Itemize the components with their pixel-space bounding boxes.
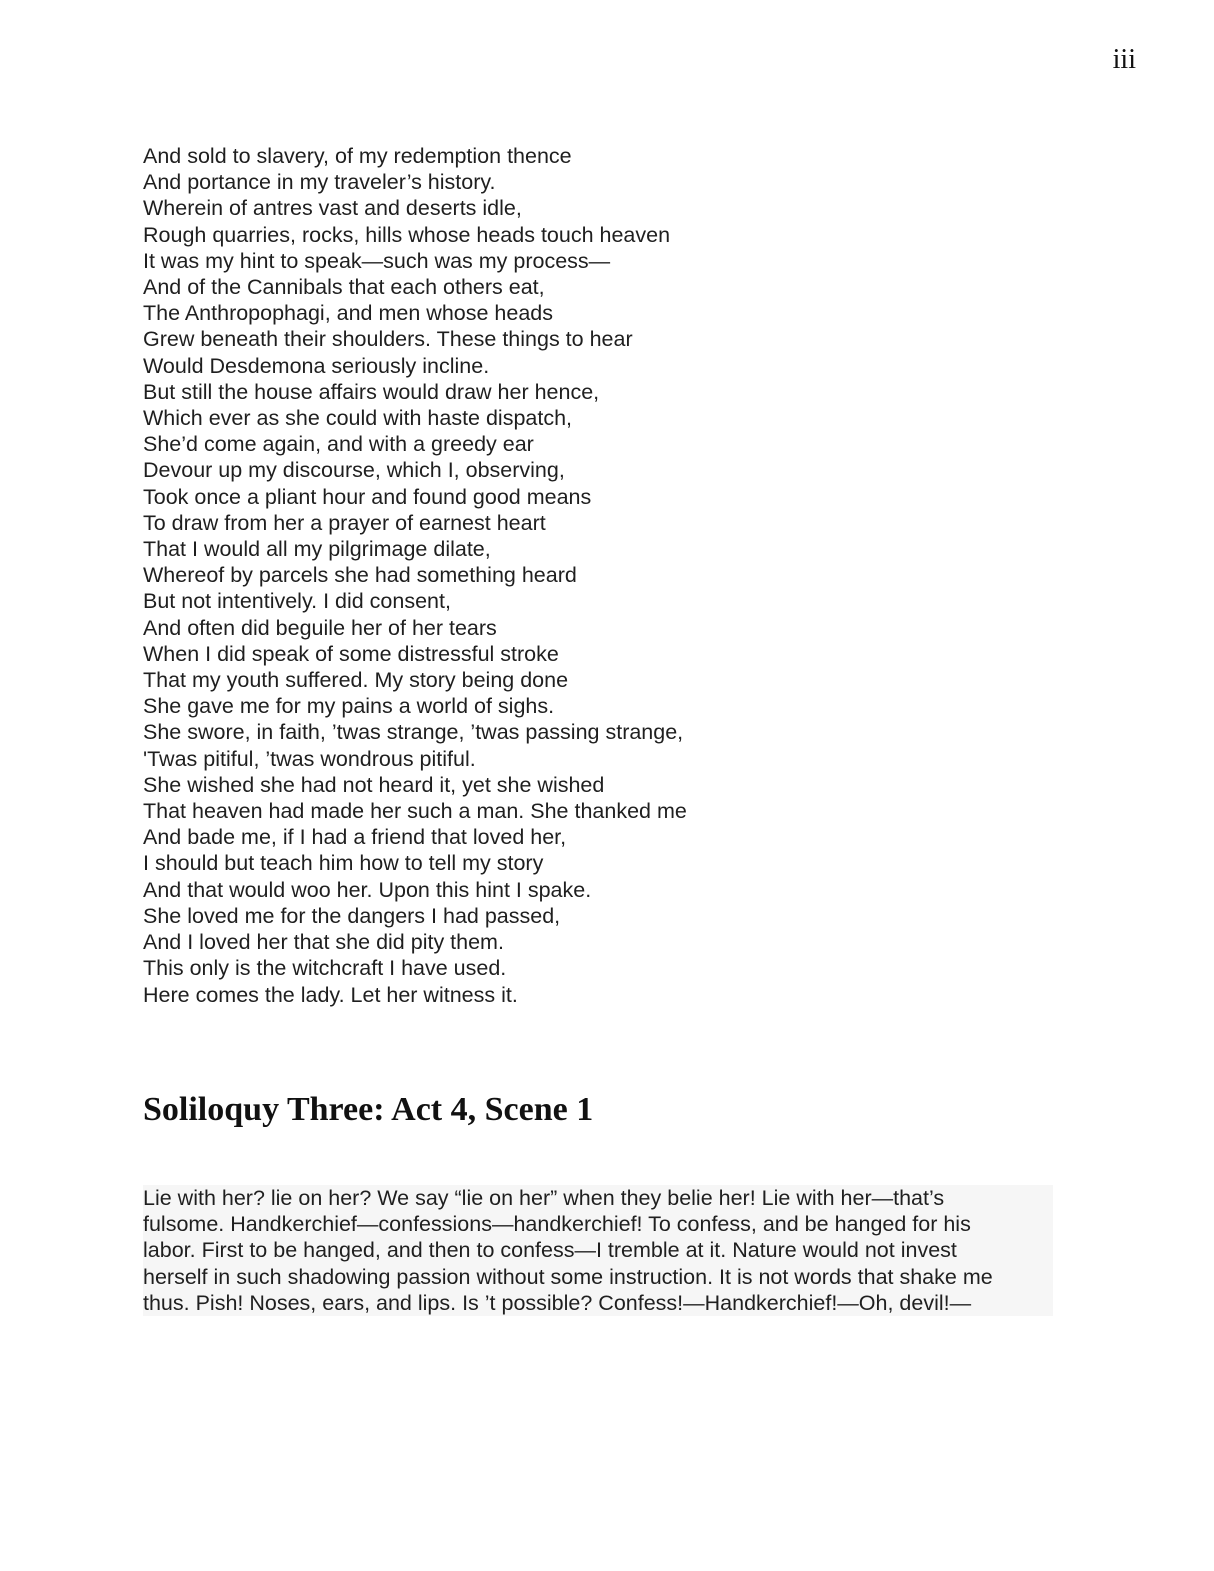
- verse-line: She loved me for the dangers I had passed,: [143, 903, 561, 928]
- verse-line: She gave me for my pains a world of sighs.: [143, 694, 555, 719]
- verse-line: Grew beneath their shoulders. These things to hear: [143, 327, 633, 352]
- verse-line: That my youth suffered. My story being done: [143, 668, 569, 693]
- verse-line: Whereof by parcels she had something heard: [143, 563, 577, 588]
- verse-line: She’d come again, and with a greedy ear: [143, 432, 534, 457]
- verse-line: Which ever as she could with haste dispatch,: [143, 406, 573, 431]
- verse-line: Rough quarries, rocks, hills whose heads touch heaven: [143, 222, 671, 247]
- verse-line: 'Twas pitiful, ’twas wondrous pitiful.: [143, 746, 476, 771]
- verse-line: Wherein of antres vast and deserts idle,: [143, 196, 522, 221]
- verse-line: It was my hint to speak—such was my process—: [143, 248, 611, 273]
- verse-line: That heaven had made her such a man. She thanked me: [143, 799, 687, 824]
- verse-line: And I loved her that she did pity them.: [143, 930, 504, 955]
- verse-line: Devour up my discourse, which I, observing,: [143, 458, 565, 483]
- verse-line: Took once a pliant hour and found good means: [143, 484, 592, 509]
- speech-verse-block: [143, 143, 1103, 1008]
- page-number: iii: [1112, 44, 1136, 75]
- verse-line: But still the house affairs would draw her hence,: [143, 379, 600, 404]
- verse-line: She swore, in faith, ’twas strange, ’twas passing strange,: [143, 720, 684, 745]
- verse-line: And sold to slavery, of my redemption thence: [143, 144, 572, 168]
- verse-line: To draw from her a prayer of earnest heart: [143, 510, 546, 535]
- prose-line: fulsome. Handkerchief—confessions—handkerchief! To confess, and be hanged for his: [143, 1212, 971, 1237]
- verse-line: That I would all my pilgrimage dilate,: [143, 537, 491, 562]
- prose-line: Lie with her? lie on her? We say “lie on her” when they belie her! Lie with her—that’s: [143, 1186, 945, 1210]
- verse-line: I should but teach him how to tell my story: [143, 851, 544, 876]
- verse-line: And of the Cannibals that each others eat,: [143, 275, 545, 300]
- verse-line: And portance in my traveler’s history.: [143, 170, 496, 195]
- verse-line: But not intentively. I did consent,: [143, 589, 451, 614]
- section-heading: Soliloquy Three: Act 4, Scene 1: [143, 1091, 594, 1128]
- prose-line: herself in such shadowing passion without some instruction. It is not words that shake me: [143, 1264, 993, 1289]
- verse-line: She wished she had not heard it, yet she wished: [143, 772, 605, 797]
- verse-line: And that would woo her. Upon this hint I spake.: [143, 877, 592, 902]
- verse-line: Here comes the lady. Let her witness it.: [143, 982, 518, 1007]
- prose-line: labor. First to be hanged, and then to confess—I tremble at it. Nature would not invest: [143, 1238, 957, 1263]
- verse-line: When I did speak of some distressful stroke: [143, 641, 559, 666]
- prose-line: thus. Pish! Noses, ears, and lips. Is ’t possible? Confess!—Handkerchief!—Oh, devil!—: [143, 1290, 972, 1315]
- verse-line: The Anthropophagi, and men whose heads: [143, 301, 553, 326]
- verse-line: This only is the witchcraft I have used.: [143, 956, 507, 981]
- verse-line: Would Desdemona seriously incline.: [143, 353, 490, 378]
- verse-line: And often did beguile her of her tears: [143, 615, 497, 640]
- verse-line: And bade me, if I had a friend that loved her,: [143, 825, 567, 850]
- soliloquy-paragraph: [143, 1185, 1053, 1316]
